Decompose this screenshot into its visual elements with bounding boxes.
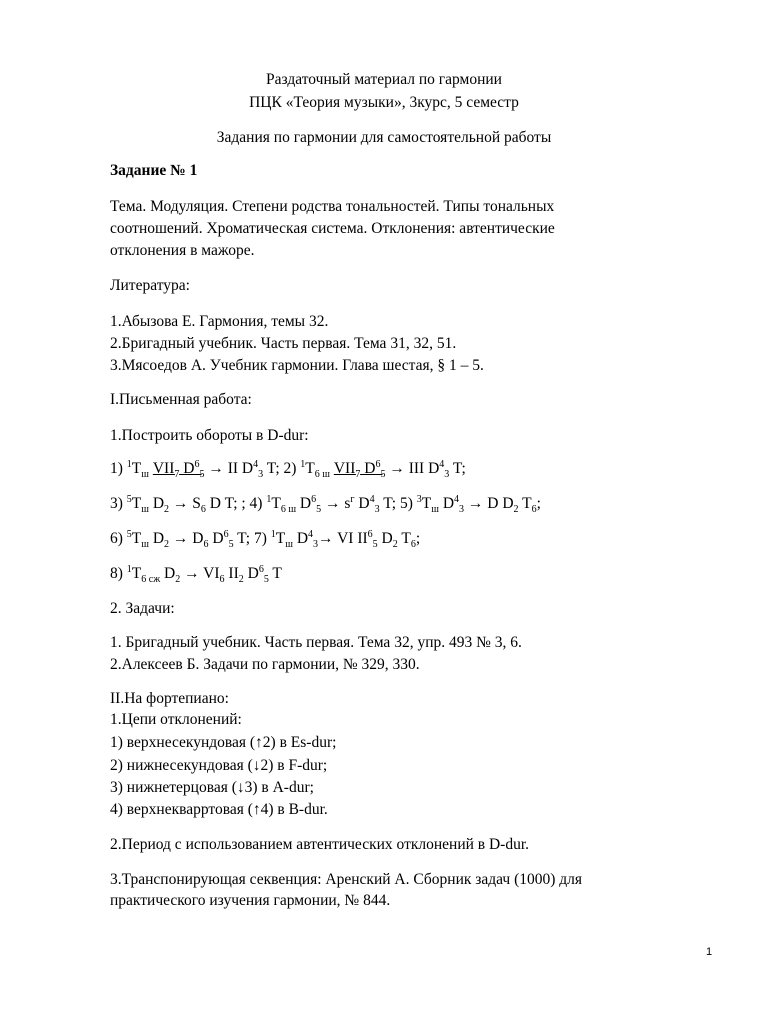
chain-item: 1) верхнесекундовая (↑2) в Es-dur; — [110, 734, 337, 751]
formula-line-1: 1) $^1T_ш$ $VII_7$ $D^6_5$ → II $D^4_3$ T; 2) $^1T_{6 ш}$ $VII_7$ $D^6_5$ → III $D^4_3$ T; — [110, 458, 466, 481]
literature-item: 3.Мясоедов А. Учебник гармонии. Глава шестая, § 1 – 5. — [110, 357, 484, 374]
tasks-heading: 2. Задачи: — [110, 600, 175, 617]
sequence-line-2: практического изучения гармонии, № 844. — [110, 892, 391, 909]
period-text: 2.Период с использованием автентических отклонений в D-dur. — [110, 836, 530, 853]
theme-line-2: соотношений. Хроматическая система. Отклонения: автентические — [110, 220, 555, 237]
literature-item: 1.Абызова Е. Гармония, темы 32. — [110, 313, 329, 330]
literature-heading: Литература: — [110, 277, 190, 294]
header-line-1: Раздаточный материал по гармонии — [266, 71, 502, 88]
formula-line-4: 8) $^1T_{6 сж}$ $D_2 \to VI_6$ $II_2$ $D^6_5$ T — [110, 563, 282, 586]
header-line-2: ПЦК «Теория музыки», 3курс, 5 семестр — [249, 94, 519, 111]
task-title: Задание № 1 — [110, 162, 198, 179]
chain-item: 3) нижнетерцовая (↓3) в A-dur; — [110, 779, 314, 796]
chain-item: 2) нижнесекундовая (↓2) в F-dur; — [110, 757, 328, 774]
theme-line-1: Тема. Модуляция. Степени родства тональностей. Типы тональных — [110, 198, 555, 215]
task-item: 2.Алексеев Б. Задачи по гармонии, № 329, 330. — [110, 656, 420, 673]
chain-item: 4) верхнекварртовая (↑4) в B-dur. — [110, 801, 328, 818]
header-line-3: Задания по гармонии для самостоятельной работы — [216, 129, 552, 146]
sequence-line-1: 3.Транспонирующая секвенция: Аренский А. Сборник задач (1000) для — [110, 871, 583, 888]
piano-heading: II.На фортепиано: — [110, 690, 229, 707]
task-item: 1. Бригадный учебник. Часть первая. Тема 32, упр. 493 № 3, 6. — [110, 634, 522, 651]
written-heading: I.Письменная работа: — [110, 391, 252, 408]
page-number: 1 — [706, 946, 713, 958]
theme-line-3: отклонения в мажоре. — [110, 242, 255, 259]
literature-item: 2.Бригадный учебник. Часть первая. Тема 31, 32, 51. — [110, 335, 457, 352]
formula-line-2: 3) $^5T_ш$ $D_2 \to S_6$ D T; ; 4) $^1T_{6 ш}$ $D^6_5 \to s^г$ $D^4_3$ T; 5) $^3T_ш$ $D^4_3 \to D$ $D_2$ $T_6$; — [110, 493, 541, 516]
written-sub-heading: 1.Построить обороты в D-dur: — [110, 427, 309, 444]
piano-sub-heading: 1.Цепи отклонений: — [110, 711, 242, 728]
formula-line-3: 6) $^5T_ш$ $D_2 \to D_6$ $D^6_5$ T; 7) $^1T_ш$ $D^4_3\to$ VI $II^6_5$ $D_2$ $T_6$; — [110, 528, 421, 551]
